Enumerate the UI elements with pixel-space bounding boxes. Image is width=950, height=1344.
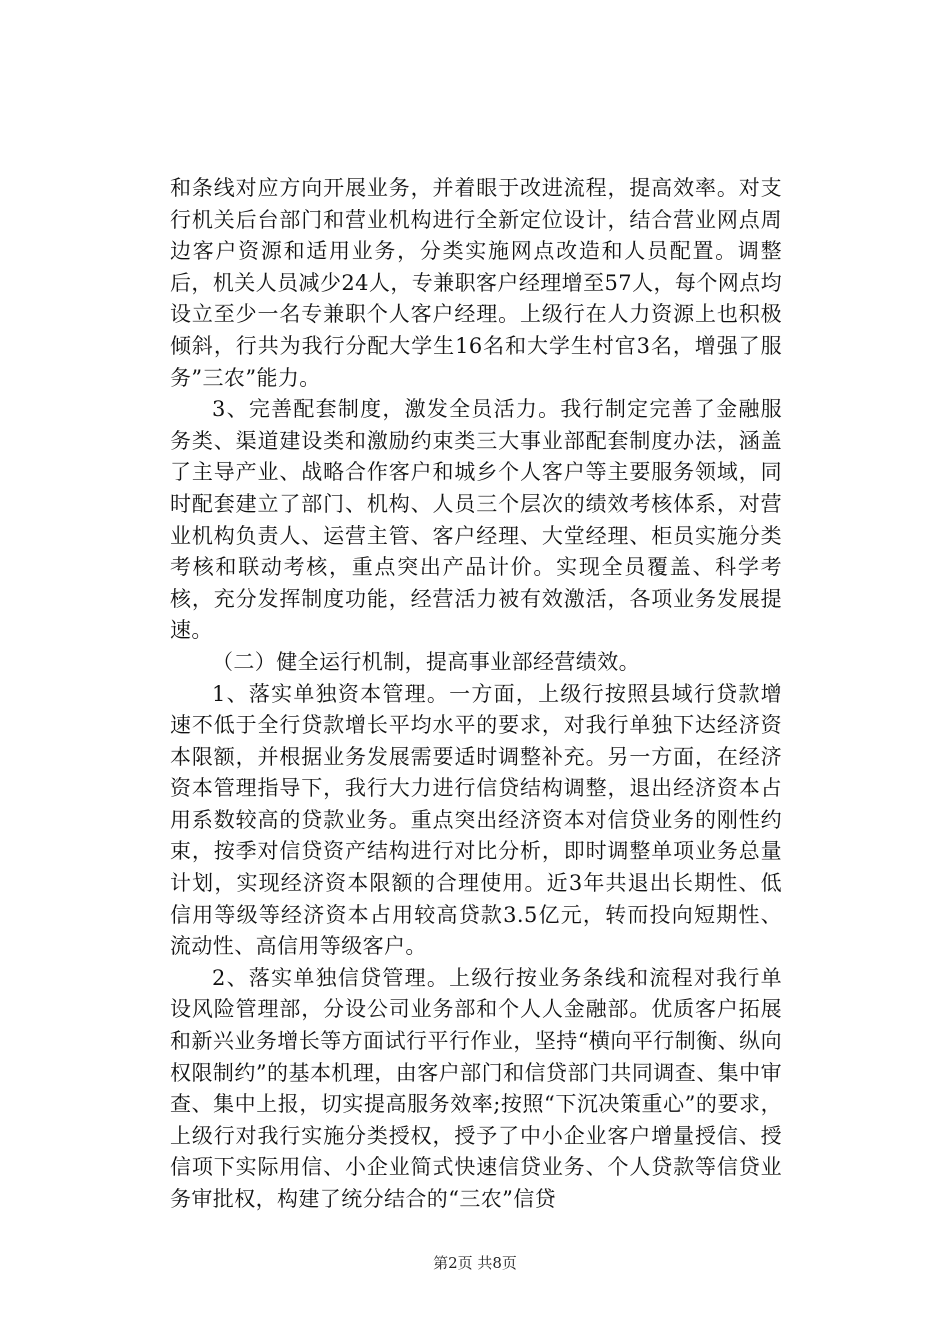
page-number-footer: 第2页 共8页 xyxy=(433,1254,517,1272)
section-heading-operating-mechanism: （二）健全运行机制，提高事业部经营绩效。 xyxy=(212,649,640,674)
paragraph-continuation: 和条线对应方向开展业务，并着眼于改进流程，提高效率。对支行机关后台部门和营业机构进行全新定位设计，结合营业网点周边客户资源和适用业务，分类实施网点改造和人员配置。调整后，机关人员减少24人，专兼职客户经理增至57人，每个网点均设立至少一名专兼职个人客户经理。上级行在人力资源上也积极倾斜，行共为我行分配大学生16名和大学生村官3名，增强了服务”三农”能力。 xyxy=(170,176,782,390)
paragraph-supporting-systems: 3、完善配套制度，激发全员活力。我行制定完善了金融服务类、渠道建设类和激励约束类三大事业部配套制度办法，涵盖了主导产业、战略合作客户和城乡个人客户等主要服务领域，同时配套建立了部门、机构、人员三个层次的绩效考核体系，对营业机构负责人、运营主管、客户经理、大堂经理、柜员实施分类考核和联动考核，重点突出产品计价。实现全员覆盖、科学考核，充分发挥制度功能，经营活力被有效激活，各项业务发展提速。 xyxy=(170,397,782,643)
paragraph-capital-management: 1、落实单独资本管理。一方面，上级行按照县域行贷款增速不低于全行贷款增长平均水平的要求，对我行单独下达经济资本限额，并根据业务发展需要适时调整补充。另一方面，在经济资本管理指导下，我行大力进行信贷结构调整，退出经济资本占用系数较高的贷款业务。重点突出经济资本对信贷业务的刚性约束，按季对信贷资产结构进行对比分析，即时调整单项业务总量计划，实现经济资本限额的合理使用。近3年共退出长期性、低信用等级等经济资本占用较高贷款3.5亿元，转而投向短期性、流动性、高信用等级客户。 xyxy=(170,681,782,959)
document-body xyxy=(170,173,782,1216)
paragraph-credit-management: 2、落实单独信贷管理。上级行按业务条线和流程对我行单设风险管理部，分设公司业务部和个人人金融部。优质客户拓展和新兴业务增长等方面试行平行作业，坚持“横向平行制衡、纵向权限制约”的基本机理，由客户部门和信贷部门共同调查、集中审查、集中上报，切实提高服务效率;按照“下沉决策重心”的要求，上级行对我行实施分类授权，授予了中小企业客户增量授信、授信项下实际用信、小企业简式快速信贷业务、个人贷款等信贷业务审批权，构建了统分结合的“三农”信贷 xyxy=(170,965,782,1211)
